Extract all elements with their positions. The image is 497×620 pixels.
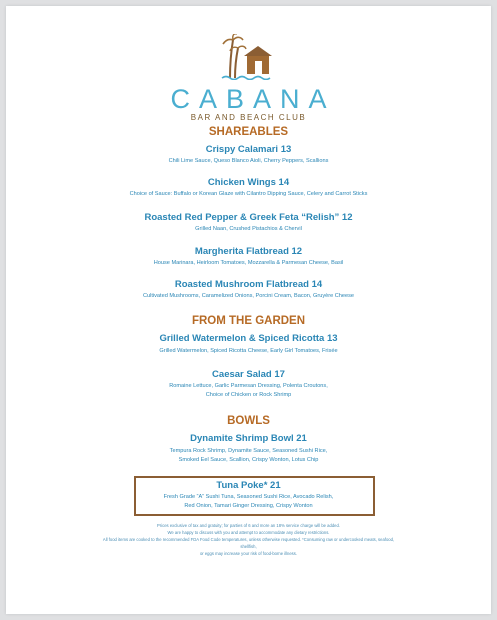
menu-item-desc: Grilled Watermelon, Spiced Ricotta Cheese, Early Girl Tomatoes, Frisée bbox=[159, 348, 338, 354]
footer-note: Prices exclusive of tax and gratuity; for parties of 6 and more an 18% service charge will be added. bbox=[157, 523, 340, 528]
menu-item-name: Crispy Calamari 13 bbox=[205, 144, 292, 155]
menu-item-name: Roasted Mushroom Flatbread 14 bbox=[174, 279, 323, 290]
menu-item-desc: Choice of Chicken or Rock Shrimp bbox=[205, 392, 292, 398]
menu-item-name: Grilled Watermelon & Spiced Ricotta 13 bbox=[159, 333, 338, 344]
menu-item-desc: Chili Lime Sauce, Queso Blanco Aioli, Cherry Peppers, Scallions bbox=[168, 158, 329, 164]
menu-item-desc: Grilled Naan, Crushed Pistachios & Chervil bbox=[195, 226, 302, 232]
menu-item-desc: Smoked Eel Sauce, Scallion, Crispy Wonton, Lotus Chip bbox=[178, 457, 319, 463]
menu-item-name: Tuna Poke* 21 bbox=[216, 480, 281, 491]
cabana-logo-icon bbox=[218, 34, 278, 80]
footer-note: shellfish, bbox=[240, 544, 257, 549]
footer-note: or eggs may increase your risk of food-borne illness. bbox=[199, 551, 298, 556]
menu-item-name: Chicken Wings 14 bbox=[207, 177, 290, 188]
menu-item-name: Roasted Red Pepper & Greek Feta “Relish” 12 bbox=[144, 212, 353, 223]
footer-note: We are happy to discuss with you and attempt to accommodate any dietary restrictions. bbox=[167, 530, 330, 535]
section-title-garden: FROM THE GARDEN bbox=[191, 315, 306, 327]
brand-name: CABANA bbox=[170, 84, 336, 114]
menu-item-name: Margherita Flatbread 12 bbox=[194, 246, 303, 257]
menu-item-desc: Red Onion, Tamari Ginger Dressing, Crispy Wonton bbox=[184, 503, 313, 509]
menu-item-desc: Tempura Rock Shrimp, Dynamite Sauce, Seasoned Sushi Rice, bbox=[169, 448, 328, 454]
footer-note: All food items are cooked to the recommended FDA Food Code temperatures, unless otherwise requested. *Consuming raw or undercooked meats, seafood, bbox=[102, 537, 395, 542]
section-title-shareables: SHAREABLES bbox=[208, 126, 289, 138]
menu-item-desc: Romaine Lettuce, Garlic Parmesan Dressing, Polenta Croutons, bbox=[169, 383, 328, 389]
menu-item-name: Dynamite Shrimp Bowl 21 bbox=[190, 433, 307, 444]
section-title-bowls: BOWLS bbox=[227, 415, 270, 427]
brand-tagline: BAR AND BEACH CLUB bbox=[190, 113, 307, 122]
menu-item-desc: Choice of Sauce: Buffalo or Korean Glaze with Cilantro Dipping Sauce, Celery and Carrot Sticks bbox=[129, 191, 368, 197]
menu-item-desc: House Marinara, Heirloom Tomatoes, Mozzarella & Parmesan Cheese, Basil bbox=[153, 260, 344, 266]
menu-page bbox=[6, 6, 491, 614]
menu-item-name: Caesar Salad 17 bbox=[212, 369, 285, 380]
menu-item-desc: Fresh Grade “A” Sushi Tuna, Seasoned Sushi Rice, Avocado Relish, bbox=[163, 494, 334, 500]
menu-item-desc: Cultivated Mushrooms, Caramelized Onions, Porcini Cream, Bacon, Gruyère Cheese bbox=[142, 293, 355, 299]
